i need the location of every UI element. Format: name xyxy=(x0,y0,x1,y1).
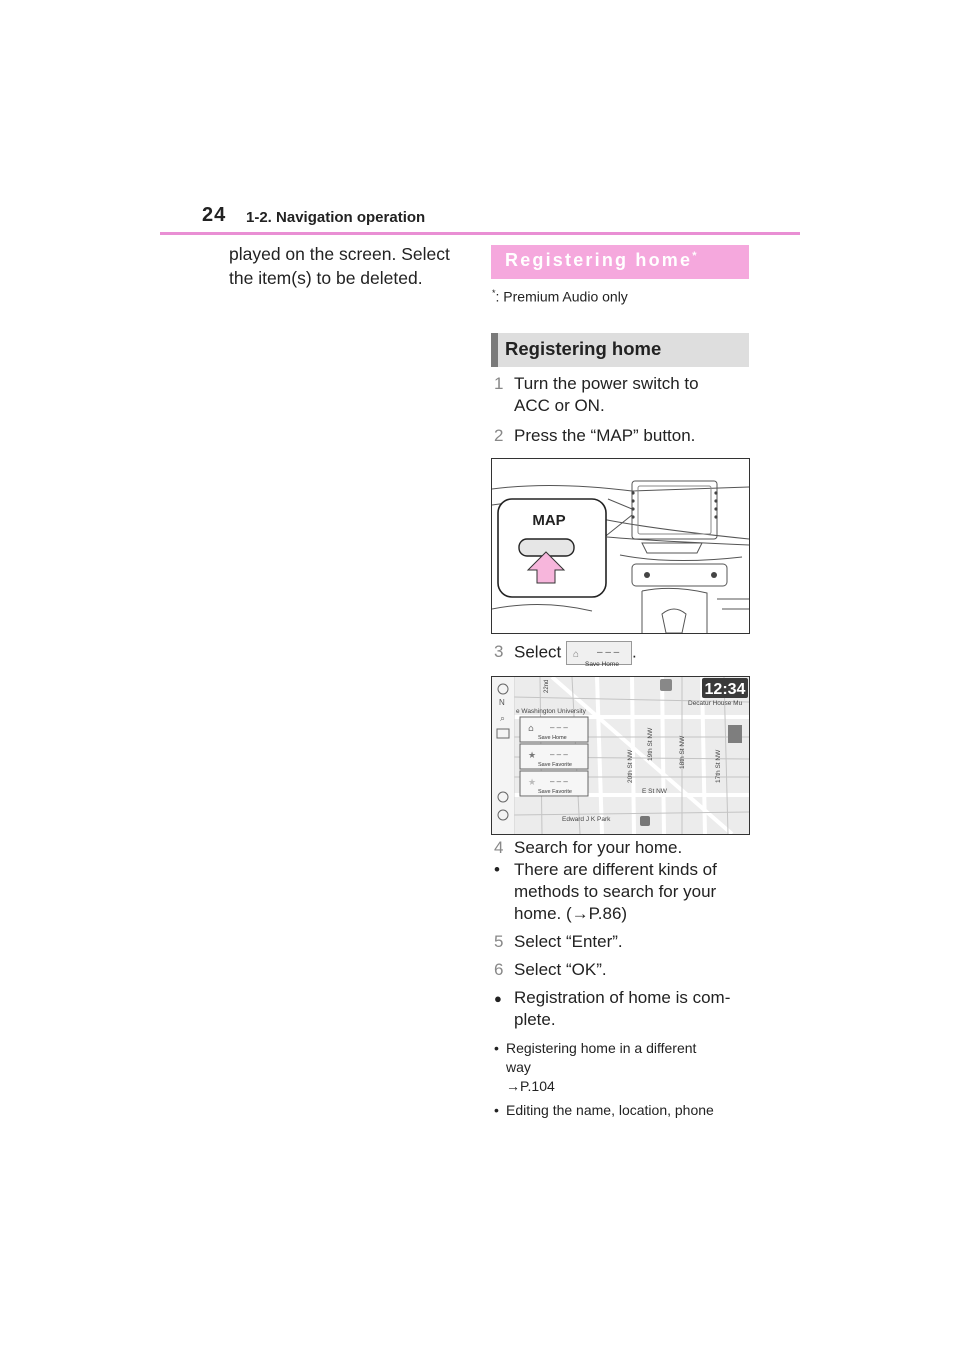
star-icon: ★ xyxy=(528,778,537,788)
svg-text:Save Favorite: Save Favorite xyxy=(538,789,572,795)
bullet-1-line-2: methods to search for your xyxy=(514,882,717,901)
map-screen xyxy=(492,677,749,834)
step-4: 4 Search for your home. xyxy=(494,838,683,857)
street-20th: 20th St NW xyxy=(627,749,634,783)
map-button-callout xyxy=(498,499,606,597)
save-slot-save-favorite-2[interactable] xyxy=(520,771,588,796)
svg-text:– – –: – – – xyxy=(550,750,568,759)
save-slot-save-favorite-1[interactable] xyxy=(520,744,588,769)
section-title: Registering home* xyxy=(505,250,697,270)
poi-top-label: Decatur House Mu xyxy=(688,700,743,707)
home-icon: ⌂ xyxy=(572,649,580,660)
park-label: Edward J K Park xyxy=(562,816,611,823)
header-rule xyxy=(160,232,800,235)
svg-text:Save Home: Save Home xyxy=(538,735,567,741)
note-2: • Editing the name, location, phone xyxy=(494,1102,714,1118)
clock: 12:34 xyxy=(704,681,746,698)
street-22nd: 22nd xyxy=(544,679,550,693)
step-1: 1 Turn the power switch to xyxy=(494,374,699,393)
dashboard-illustration xyxy=(492,459,749,633)
svg-text:Save Favorite: Save Favorite xyxy=(538,762,572,768)
result-mark: ● xyxy=(494,991,502,1006)
step-1-cont: ACC or ON. xyxy=(514,396,605,415)
star-icon: ★ xyxy=(528,751,537,761)
svg-text:– – –: – – – xyxy=(550,723,568,732)
step-number: 6 xyxy=(494,960,504,979)
footnote: *: Premium Audio only xyxy=(492,288,628,305)
bullet-1: • There are different kinds of xyxy=(494,860,717,879)
street-18th: 18th St NW xyxy=(679,735,686,769)
map-screen-figure xyxy=(491,676,750,835)
svg-text:– – –: – – – xyxy=(550,777,568,786)
step-number: 4 xyxy=(494,838,504,857)
step-number: 1 xyxy=(494,374,504,393)
note-1-line-2: way xyxy=(506,1059,531,1075)
save-home-chip: ⌂ – – – Save Home xyxy=(566,641,632,665)
chapter-title: 1-2. Navigation operation xyxy=(246,209,426,226)
step-6: 6 Select “OK”. xyxy=(494,960,607,979)
bullet-mark: • xyxy=(494,860,500,879)
note-bullet: • xyxy=(494,1102,499,1118)
step-number: 2 xyxy=(494,426,504,445)
result-line-2: plete. xyxy=(514,1010,556,1029)
note-bullet: • xyxy=(494,1040,499,1056)
step-5: 5 Select “Enter”. xyxy=(494,932,623,951)
compass-label: N xyxy=(499,698,505,707)
note-1: • Registering home in a different xyxy=(494,1040,697,1056)
left-column-text: played on the screen. Select the item(s) to be deleted. xyxy=(229,244,450,288)
home-icon: ⌂ xyxy=(528,724,534,734)
street-17th: 17th St NW xyxy=(715,749,722,783)
map-pin-icon xyxy=(660,679,672,691)
bullet-1-line-3: home. (→P.86) xyxy=(514,904,628,923)
page-number: 24 xyxy=(202,204,227,226)
title-asterisk: * xyxy=(692,250,697,262)
map-dark-block xyxy=(728,725,742,743)
subheading: Registering home xyxy=(505,338,662,359)
search-icon: ⌕ xyxy=(500,713,506,723)
map-button-label: MAP xyxy=(532,512,566,529)
footnote-asterisk: * xyxy=(492,288,496,298)
e-street-label: E St NW xyxy=(642,788,667,795)
result: ● Registration of home is com- xyxy=(494,987,730,1010)
university-label: e Washington University xyxy=(516,708,586,715)
step-2: 2 Press the “MAP” button. xyxy=(494,426,696,445)
dashboard-figure xyxy=(491,458,750,634)
save-slot-save-home[interactable] xyxy=(520,717,588,742)
poi-icon xyxy=(640,816,650,826)
street-19th: 19th St NW xyxy=(647,727,654,761)
step-3: 3 Select ⌂ – – – Save Home . xyxy=(494,642,637,668)
note-1-line-3: →P.104 xyxy=(506,1078,555,1094)
step-number: 3 xyxy=(494,642,504,662)
step-number: 5 xyxy=(494,932,504,951)
